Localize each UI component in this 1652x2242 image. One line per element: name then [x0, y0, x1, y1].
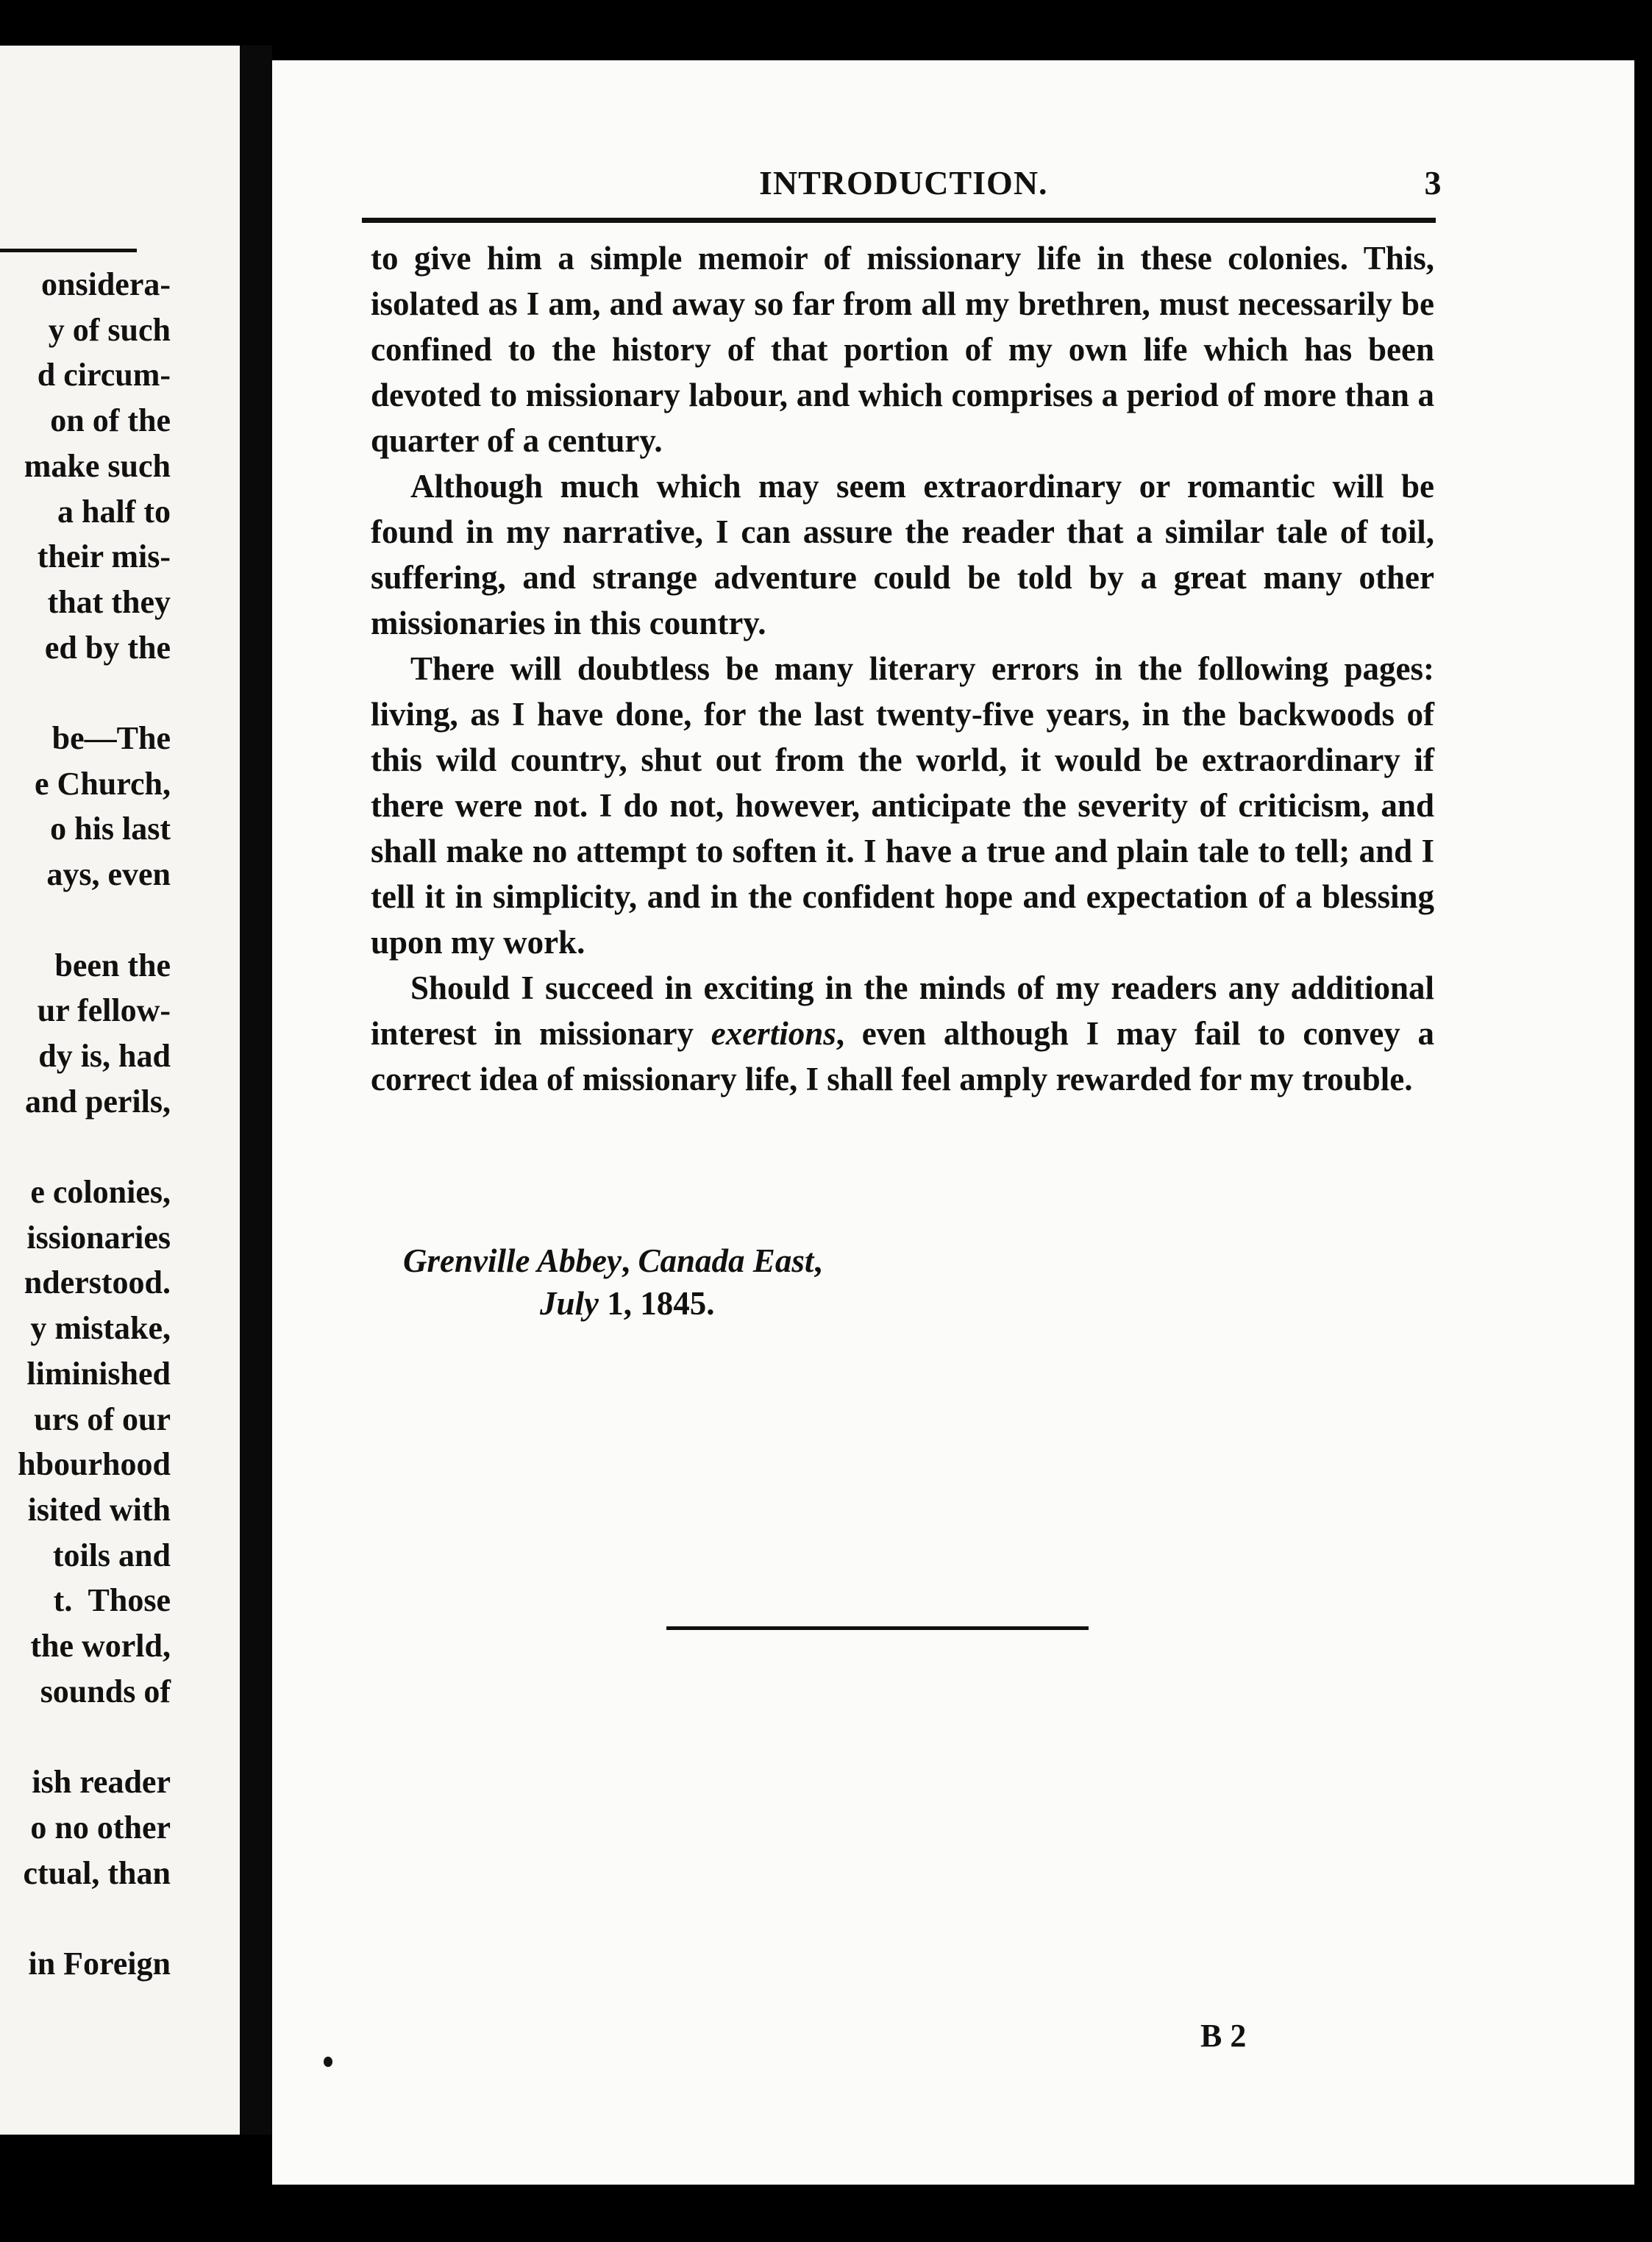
left-page-line: onsidera- — [41, 266, 171, 302]
left-page-line: make such — [24, 447, 171, 484]
left-page-line: isited with — [27, 1491, 171, 1528]
left-page-line: liminished — [26, 1355, 171, 1392]
signature-date: July 1, 1845. — [540, 1285, 715, 1322]
left-page-line — [0, 1715, 171, 1760]
left-page-line: hbourhood — [18, 1446, 171, 1483]
paragraph-4: Should I succeed in exciting in the minds of my readers any additional interest in missionary exertions, even although I may fail to convey a correct idea of missionary life, I shall feel amply rewarded for my trouble. — [371, 969, 1434, 1097]
left-header-rule — [0, 249, 137, 252]
left-page-text — [0, 262, 171, 1987]
left-page-line: that they — [47, 583, 171, 620]
left-page-fragment — [0, 46, 240, 2135]
paragraph-3: There will doubtless be many literary errors in the following pages: living, as I have done, for the last twenty-five years, in the backwoods of this wild country, shut out from the world, it would be extraordinary if there were not. I do not, however, anticipate the severity of criticism, and shall make no attempt to soften it. I have a true and plain tale to tell; and I tell it in simplicity, and in the confident hope and expectation of a blessing upon my work. — [371, 650, 1434, 961]
left-page-line: be—The — [51, 720, 171, 757]
left-page-line: urs of our — [34, 1401, 171, 1437]
emphasis-exertions: exertions — [711, 1015, 836, 1052]
signature-mark: B 2 — [1200, 2018, 1247, 2054]
left-page-line: ays, even — [46, 856, 171, 893]
body-text — [371, 235, 1434, 1102]
running-head: INTRODUCTION. — [759, 164, 1048, 202]
paragraph-2: Although much which may seem extraordinary or romantic will be found in my narrative, I can assure the reader that a similar tale of toil, suffering, and strange adventure could be told by a great many other missionaries in this country. — [371, 468, 1434, 641]
left-page-line: e colonies, — [30, 1174, 171, 1211]
left-page-line: sounds of — [40, 1673, 171, 1709]
left-page-line: e Church, — [35, 765, 171, 802]
left-page-line — [0, 670, 171, 716]
signature-place: Grenville Abbey, Canada East, — [403, 1242, 822, 1279]
left-page-line: been the — [54, 947, 171, 983]
left-page-line: on of the — [50, 402, 171, 439]
left-page-line: dy is, had — [38, 1037, 171, 1074]
left-page-line: a half to — [57, 493, 171, 530]
paragraph-1: to give him a simple memoir of missionary life in these colonies. This, isolated as I am, and away so far from all my brethren, must necessarily be confined to the history of that portion of my own life which has been devoted to missionary labour, and which comprises a period of more than a quarter of a century. — [371, 240, 1434, 459]
ink-speck — [324, 2057, 332, 2067]
left-page-line — [0, 897, 171, 943]
left-page-line: o his last — [50, 811, 171, 847]
left-page-line — [0, 1124, 171, 1170]
left-page-line: ish reader — [32, 1764, 171, 1801]
left-page-line: d circum- — [37, 357, 171, 394]
closing-rule — [666, 1626, 1089, 1630]
left-page-line — [0, 1896, 171, 1941]
header-rule — [362, 218, 1436, 223]
page-number: 3 — [1424, 164, 1442, 202]
left-page-line: ed by the — [44, 629, 171, 666]
left-page-line: ctual, than — [23, 1854, 171, 1891]
left-page-line: y of such — [48, 311, 171, 348]
left-page-line: o no other — [30, 1809, 171, 1846]
left-page-line: and perils, — [24, 1083, 171, 1120]
left-page-line: t. Those — [53, 1582, 171, 1619]
left-page-line: issionaries — [26, 1219, 171, 1256]
left-page-line: y mistake, — [30, 1310, 171, 1347]
left-page-line: toils and — [52, 1537, 171, 1573]
left-page-line: ur fellow- — [37, 992, 171, 1029]
left-page-line: in Foreign — [28, 1946, 171, 1982]
left-page-line: the world, — [30, 1628, 171, 1665]
left-page-line: their mis- — [37, 538, 171, 575]
book-gutter — [240, 46, 272, 2135]
left-page-line: nderstood. — [24, 1264, 171, 1301]
